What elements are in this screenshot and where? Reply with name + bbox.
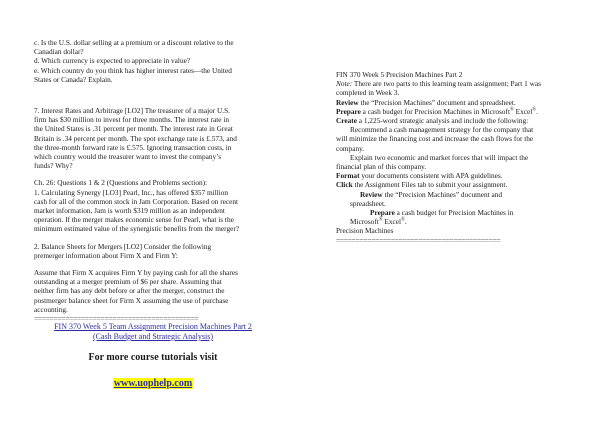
assume-line: neither firm has any debt before or after the merger, construct the — [34, 286, 225, 296]
question-2-line: 2. Balance Sheets for Mergers [LO2] Consider the following — [34, 241, 212, 251]
left-column — [34, 38, 272, 323]
right-column — [336, 70, 574, 245]
question-2-line: premerger information about Firm X and Firm Y: — [34, 250, 178, 260]
note-line: completed in Week 3. — [336, 88, 400, 98]
divider-rule: ========================================== — [34, 314, 199, 324]
recommend-line: company. — [336, 143, 365, 153]
question-7-line: which country would the treasurer want to invest the company’s — [34, 152, 222, 162]
prepare-keyword: Prepare — [336, 106, 361, 116]
note-line — [336, 79, 574, 88]
registered-mark: ® — [401, 217, 405, 223]
question-7-line: 7. Interest Rates and Arbitrage [LO2] The treasurer of a major U.S. — [34, 106, 231, 116]
period: . — [404, 217, 407, 227]
sub-prepare-line2 — [336, 217, 574, 226]
assignment-title: FIN 370 Week 5 Precision Machines Part 2 — [336, 70, 463, 79]
chapter-26-line: operation. If the merger makes economic sense for Pearl, what is the — [34, 215, 234, 225]
recommend-line: will minimize the financing cost and increase the cash flows for the — [336, 134, 534, 144]
sub-prepare-instruction — [336, 208, 574, 217]
question-e-line: e. Which country do you think has higher interest rates—the United — [34, 65, 232, 75]
sub-review-keyword: Review — [360, 189, 383, 199]
question-block-c-d-e — [34, 38, 272, 84]
create-keyword: Create — [336, 116, 357, 126]
assume-line: postmerger balance sheet for Firm X assuming the use of purchase — [34, 295, 229, 305]
format-keyword: Format — [336, 171, 360, 181]
note-text: There are two parts to this learning team assignment; Part 1 was — [352, 79, 541, 89]
question-e-line: States or Canada? Explain. — [34, 74, 113, 84]
excel-text: Excel — [382, 217, 402, 227]
explain-line: Explain two economic and market forces that will impact the — [350, 152, 529, 162]
click-text: the Assignment Files tab to submit your assignment. — [352, 180, 508, 190]
chapter-26-line: market information, Jam is worth $319 million as an independent — [34, 206, 225, 216]
question-c-line: Canadian dollar? — [34, 47, 84, 57]
question-7-line: funds? Why? — [34, 161, 73, 171]
question-7-line: firm has $30 million to invest for three months. The interest rate in — [34, 115, 230, 125]
assignment-link[interactable] — [34, 322, 272, 342]
question-7-line: the three-month forward rate is £.575. Ignoring transaction costs, in — [34, 142, 232, 152]
assignment-link-line[interactable]: FIN 370 Week 5 Team Assignment Precision Machines Part 2 — [54, 322, 252, 331]
explain-line: financial plan of this company. — [336, 162, 427, 172]
assume-line: Assume that Firm X acquires Firm Y by paying cash for all the shares — [34, 268, 238, 278]
sub-review-text: the “Precision Machines” document and — [382, 189, 503, 199]
note-label: Note: — [336, 79, 353, 89]
review-instruction — [336, 98, 574, 107]
website-link-wrap — [34, 373, 272, 391]
format-text: your documents consistent with APA guidelines. — [359, 171, 503, 181]
recommend-line: Recommend a cash management strategy for the company that — [350, 125, 534, 135]
sub-review-instruction — [336, 190, 574, 199]
chapter-26-line: Ch. 26: Questions 1 & 2 (Questions and Problems section): — [34, 178, 208, 188]
chapter-26-line: minimum estimated value of the synergistic benefits from the merger? — [34, 224, 240, 234]
divider-rule: ========================================== — [336, 235, 501, 245]
prepare-instruction — [336, 107, 574, 116]
question-c-line: c. Is the U.S. dollar selling at a premium or a discount relative to the — [34, 38, 234, 47]
review-keyword: Review — [336, 97, 359, 107]
assume-line: accounting. — [34, 304, 68, 314]
sub-review-line2: spreadsheet. — [350, 198, 386, 208]
create-instruction — [336, 116, 574, 125]
question-d: d. Which currency is expected to appreciate in value? — [34, 56, 191, 66]
excel-text: Excel — [513, 106, 533, 116]
period: . — [536, 106, 538, 116]
assume-paragraph — [34, 268, 272, 314]
question-7-line: Britain is .34 percent per month. The spot exchange rate is £.573, and — [34, 133, 237, 143]
promo-text: For more course tutorials visit — [88, 352, 218, 363]
registered-mark: ® — [532, 107, 537, 113]
sub-prepare-text: a cash budget for Precision Machines in — [394, 208, 514, 218]
question-7 — [34, 106, 272, 170]
prepare-text: a cash budget for Precision Machines in Microsoft — [360, 106, 511, 116]
click-keyword: Click — [336, 180, 353, 190]
chapter-26-line: cash for all of the common stock in Jam Corporation. Based on recent — [34, 196, 239, 206]
microsoft-text: Microsoft — [350, 217, 379, 227]
review-text: the “Precision Machines” document and spreadsheet. — [358, 97, 516, 107]
assignment-link-line[interactable]: (Cash Budget and Strategic Analysis) — [93, 332, 213, 341]
registered-mark: ® — [378, 217, 383, 223]
assume-line: outstanding at a merger premium of $6 per share. Assuming that — [34, 277, 222, 287]
sub-prepare-keyword: Prepare — [370, 208, 395, 218]
click-instruction — [336, 180, 574, 189]
chapter-26-questions — [34, 178, 272, 233]
question-2 — [34, 242, 272, 260]
website-link[interactable]: www.uophelp.com — [113, 378, 193, 389]
question-7-line: the United States is .31 percent per month. The interest rate in Great — [34, 124, 233, 134]
registered-mark: ® — [510, 107, 514, 113]
chapter-26-line: 1. Calculating Synergy [LO3] Pearl, Inc., has offered $357 million — [34, 187, 229, 197]
footer-title: Precision Machines — [336, 226, 394, 236]
create-text: a 1,225-word strategic analysis and include the following: — [356, 116, 529, 126]
format-instruction — [336, 171, 574, 180]
